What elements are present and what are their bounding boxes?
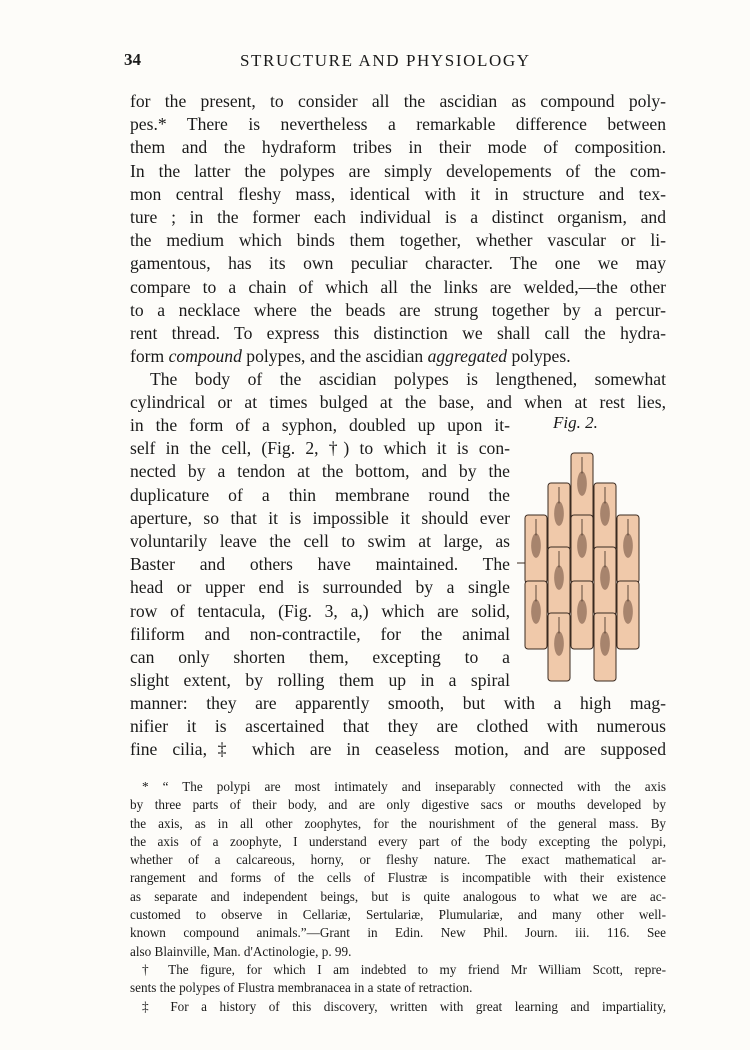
polyp-cell [548, 483, 570, 551]
text-line: filiform and non-contractile, for the animal [130, 623, 510, 644]
text-line: mon central fleshy mass, identical with it in structure and tex- [130, 183, 666, 204]
text-line: In the latter the polypes are simply developements of the com- [130, 160, 666, 181]
text-line: in the form of a syphon, doubled up upon it- [130, 415, 510, 435]
text-line: aperture, so that it is impossible it should ever [130, 507, 510, 528]
text-line: compare to a chain of which all the links are welded,—the other [130, 276, 666, 297]
emphasis: compound [168, 346, 242, 367]
text-line: ture ; in the former each individual is a distinct organism, and [130, 207, 666, 228]
polyp-cell [525, 515, 547, 583]
polyp-cell [548, 613, 570, 681]
text-line: row of tentacula, (Fig. 3, a,) which are solid, [130, 600, 510, 621]
text-line: The body of the ascidian polypes is lengthened, somewhat [150, 369, 666, 389]
text-line: nected by a tendon at the bottom, and by the [130, 461, 510, 482]
footnote-line: by three parts of their body, and are only digestive sacs or mouths developed by [130, 797, 666, 813]
polyp-cell [594, 613, 616, 681]
text-line: nifier it is ascertained that they are clothed with numerous [130, 716, 666, 737]
footnote-line: also Blainville, Man. d'Actinologie, p. 99. [130, 943, 352, 959]
page-number: 34 [124, 50, 141, 69]
footnote-line: as separate and independent beings, but is quite analogous to what we are ac- [130, 888, 666, 904]
text-line: them and the hydraform tribes in their mode of composition. [130, 137, 666, 158]
text-line: voluntarily leave the cell to swim at large, as [130, 531, 510, 552]
paragraph-2-start [130, 368, 666, 414]
footnote-line: the axis, as in all other zoophytes, for the nourishment of the general mass. By [130, 815, 666, 831]
polyp-cell [525, 581, 547, 649]
paragraph-2-narrow [130, 414, 510, 692]
text-line: can only shorten them, excepting to a [130, 647, 510, 668]
paragraph-1 [130, 90, 666, 368]
footnote-line: † The figure, for which I am indebted to my friend Mr William Scott, repre- [142, 961, 666, 977]
running-head: STRUCTURE AND PHYSIOLOGY [240, 51, 531, 70]
footnote-line: sents the polypes of Flustra membranacea in a state of retraction. [130, 980, 473, 996]
text-line: head or upper end is surrounded by a single [130, 577, 510, 598]
footnote-line: the axis of a zoophyte, I understand every part of the body excepting the polypi, [130, 833, 666, 849]
polyp-cell [617, 515, 639, 583]
footnote-line: * “ The polypi are most intimately and inseparably connected with the axis [142, 779, 666, 794]
text-line: form compound polypes, and the ascidian aggregated polypes. [130, 346, 571, 367]
text-line: gamentous, has its own peculiar character. The one we may [130, 253, 666, 274]
text-line: duplicature of a thin membrane round the [130, 484, 510, 505]
text-line: the medium which binds them together, whether vascular or li- [130, 230, 666, 251]
polyp-cell [594, 483, 616, 551]
polyp-cells-figure [515, 445, 650, 690]
text-line: cylindrical or at times bulged at the base, and when at rest lies, [130, 392, 666, 413]
text-line: to a necklace where the beads are strung together by a percur- [130, 299, 666, 320]
polyp-cell [617, 581, 639, 649]
footnote-line: ‡ For a history of this discovery, written with great learning and impartiality, [142, 998, 666, 1014]
emphasis: aggregated [427, 346, 508, 367]
footnote-line: whether of a calcareous, horny, or fleshy nature. The exact mathematical ar- [130, 852, 666, 868]
text-line: Baster and others have maintained. The [130, 554, 510, 575]
footnote-line: rangement and forms of the cells of Flustræ is incompatible with their existence [130, 870, 666, 886]
polyp-cell [594, 547, 616, 615]
polyp-cell [571, 515, 593, 583]
paragraph-2-end [130, 692, 666, 762]
footnotes [130, 778, 666, 1016]
footnote-line: known compound animals.”—Grant in Edin. New Phil. Journ. iii. 116. See [130, 925, 666, 941]
polyp-cell [571, 453, 593, 521]
text-line: slight extent, by rolling them up in a spiral [130, 670, 510, 691]
text-line: rent thread. To express this distinction we shall call the hydra- [130, 323, 666, 344]
footnote-line: customed to observe in Cellariæ, Sertulariæ, Plumulariæ, and many other well- [130, 907, 666, 923]
text-line: fine cilia,‡ which are in ceaseless motion, and are supposed [130, 739, 666, 760]
text-line: self in the cell, (Fig. 2, †) to which it is con- [130, 438, 510, 459]
text-line: manner: they are apparently smooth, but with a high mag- [130, 693, 666, 713]
polyp-cell [548, 547, 570, 615]
text-line: pes.* There is nevertheless a remarkable difference between [130, 114, 666, 135]
text-line: for the present, to consider all the ascidian as compound poly- [130, 91, 666, 111]
polyp-cell [571, 581, 593, 649]
figure-label: Fig. 2. [553, 413, 598, 432]
